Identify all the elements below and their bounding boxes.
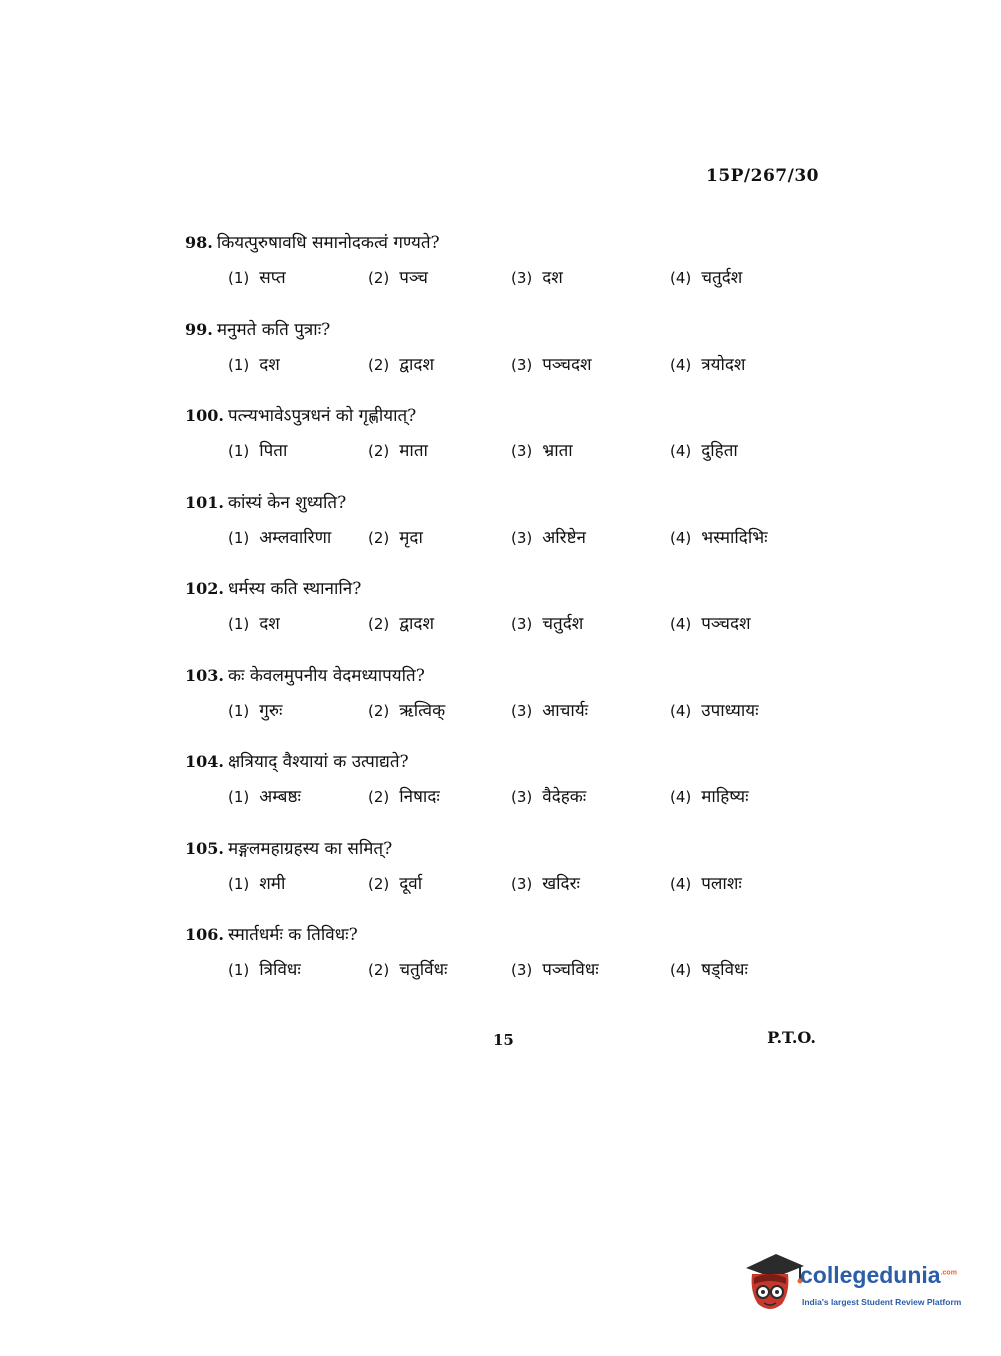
option-1: (1) अम्लवारिणा (228, 527, 332, 548)
question-text: कः केवलमुपनीय वेदमध्यापयति? (227, 665, 425, 686)
question-text: कांस्यं केन शुध्यति? (227, 492, 347, 513)
option-2: (2) निषादः (368, 787, 440, 807)
question-number: 101. (185, 492, 224, 512)
question-list (0, 230, 1001, 1009)
option-1: (1) अम्बष्ठः (228, 787, 301, 807)
paper-code: 15P/267/30 (705, 166, 819, 186)
option-2: (2) दूर्वा (368, 873, 423, 894)
option-1: (1) सप्त (228, 268, 286, 288)
option-3: (3) पञ्चदश (511, 354, 592, 375)
option-4: (4) भस्मादिभिः (670, 527, 768, 548)
question (0, 403, 1001, 490)
option-2: (2) ऋत्विक् (368, 700, 446, 721)
brand-name: collegedunia$^{.com}$ (800, 1262, 957, 1288)
option-4: (4) दुहिता (670, 441, 738, 461)
brand-tagline: India's largest Student Review Platform (802, 1297, 962, 1307)
option-4: (4) पञ्चदश (670, 614, 751, 634)
question-text: स्मार्तधर्मः क तिविधः? (227, 925, 358, 945)
question-text: कियत्पुरुषावधि समानोदकत्वं गण्यते? (216, 233, 440, 253)
question-number: 106. (185, 925, 224, 944)
question (0, 836, 1001, 923)
question-number: 102. (185, 579, 224, 598)
option-1: (1) पिता (228, 441, 288, 461)
option-3: (3) अरिष्टेन (511, 527, 586, 548)
option-2: (2) पञ्च (368, 268, 428, 288)
option-2: (2) चतुर्विधः (368, 960, 448, 980)
question-number: 104. (185, 752, 224, 771)
question (0, 317, 1001, 404)
question-text: मनुमते कति पुत्राः? (216, 319, 331, 340)
option-3: (3) पञ्चविधः (511, 960, 599, 980)
page-number: 15 (493, 1031, 514, 1049)
option-4: (4) माहिष्यः (670, 787, 749, 807)
question (0, 749, 1001, 836)
option-4: (4) षड्विधः (670, 960, 748, 980)
mascot-graduation-cap-icon (742, 1248, 804, 1318)
option-3: (3) खदिरः (511, 873, 580, 894)
option-3: (3) आचार्यः (511, 700, 589, 721)
option-4: (4) त्रयोदश (670, 354, 746, 375)
option-4: (4) पलाशः (670, 873, 742, 894)
option-3: (3) चतुर्दश (511, 614, 584, 634)
option-1: (1) गुरुः (228, 700, 283, 721)
option-1: (1) त्रिविधः (228, 960, 301, 980)
option-2: (2) द्वादश (368, 354, 435, 375)
option-3: (3) वैदेहकः (511, 787, 587, 807)
question-number: 105. (185, 838, 224, 858)
question-number: 98. (185, 233, 213, 252)
pto-label: P.T.O. (767, 1028, 816, 1047)
option-3: (3) दश (511, 268, 563, 288)
option-4: (4) चतुर्दश (670, 268, 743, 288)
question-number: 99. (185, 319, 213, 339)
question-text: पत्न्यभावेऽपुत्रधनं को गृह्णीयात्? (227, 406, 417, 426)
question (0, 230, 1001, 317)
option-1: (1) दश (228, 614, 280, 634)
question-text: मङ्गलमहाग्रहस्य का समित्? (227, 838, 393, 859)
question (0, 576, 1001, 663)
question (0, 663, 1001, 750)
question (0, 922, 1001, 1009)
option-2: (2) द्वादश (368, 614, 435, 634)
option-1: (1) दश (228, 354, 280, 375)
brand-logo (742, 1248, 972, 1318)
question-number: 100. (185, 406, 224, 425)
option-1: (1) शमी (228, 873, 286, 894)
question-text: धर्मस्य कति स्थानानि? (227, 579, 362, 599)
option-4: (4) उपाध्यायः (670, 700, 759, 721)
question (0, 490, 1001, 577)
question-number: 103. (185, 665, 224, 685)
question-text: क्षत्रियाद् वैश्यायां क उत्पाद्यते? (227, 752, 409, 772)
option-2: (2) माता (368, 441, 428, 461)
option-2: (2) मृदा (368, 527, 423, 548)
option-3: (3) भ्राता (511, 441, 573, 461)
